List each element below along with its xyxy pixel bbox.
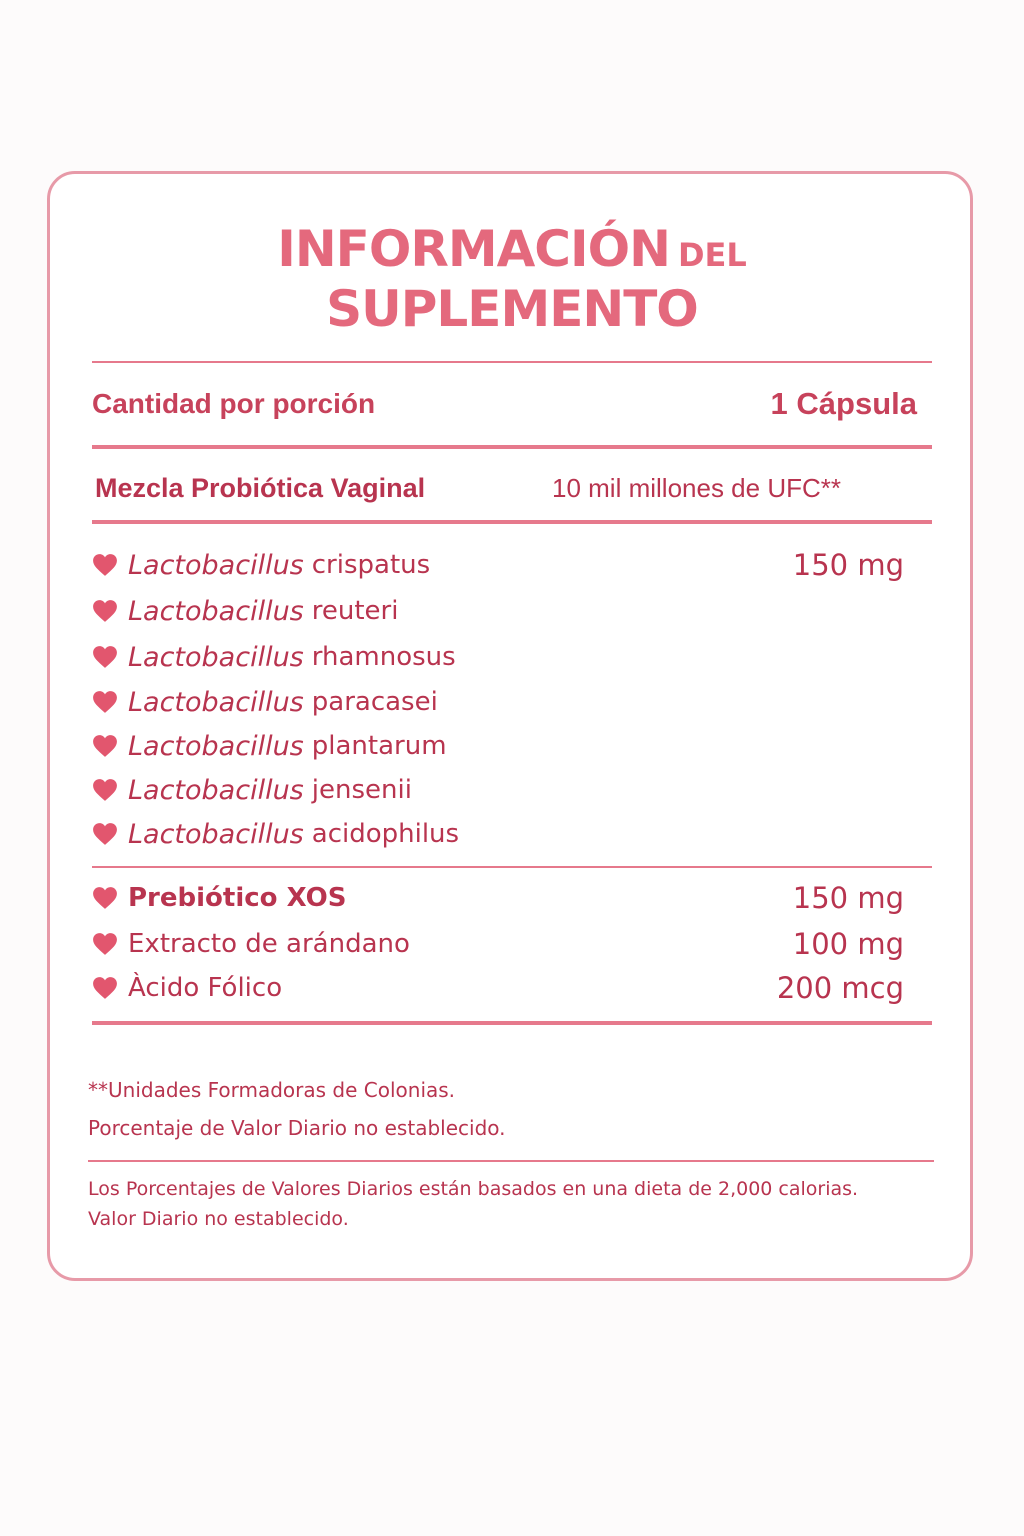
heart-icon <box>92 553 118 577</box>
divider <box>92 1021 932 1025</box>
heart-icon <box>92 976 118 1000</box>
list-item <box>92 640 904 674</box>
strain-species: rhamnosus <box>311 642 456 672</box>
strain-species: reuteri <box>311 596 399 626</box>
list-item <box>92 881 904 915</box>
list-item <box>92 685 904 719</box>
ufc-footnote: **Unidades Formadoras de Colonias. <box>88 1078 456 1102</box>
heart-icon <box>92 886 118 910</box>
diet-footnote: Los Porcentajes de Valores Diarios están basados en una dieta de 2,000 calorias. <box>88 1178 859 1200</box>
strain-genus: Lactobacillus <box>128 595 304 627</box>
strain-genus: Lactobacillus <box>128 730 304 762</box>
strain-species: plantarum <box>311 731 447 761</box>
serving-size-value: 1 Cápsula <box>770 386 917 421</box>
heart-icon <box>92 599 118 623</box>
divider <box>88 1160 934 1162</box>
list-item <box>92 971 904 1005</box>
divider <box>92 445 932 449</box>
strain-genus: Lactobacillus <box>128 549 304 581</box>
title-line-1 <box>0 220 1024 278</box>
strain-species: jensenii <box>311 775 412 805</box>
title-line-2: SUPLEMENTO <box>326 280 698 338</box>
ingredient-amount: 150 mg <box>792 881 904 915</box>
heart-icon <box>92 690 118 714</box>
list-item <box>92 773 904 807</box>
ingredient-amount: 100 mg <box>792 927 904 961</box>
strain-genus: Lactobacillus <box>128 686 304 718</box>
strain-genus: Lactobacillus <box>128 774 304 806</box>
strain-amount: 150 mg <box>792 548 904 582</box>
list-item <box>92 729 904 763</box>
blend-label: Mezcla Probiótica Vaginal <box>95 473 426 503</box>
strain-species: acidophilus <box>311 819 460 849</box>
list-item <box>92 594 904 628</box>
list-item <box>92 817 904 851</box>
ingredient-amount: 200 mcg <box>776 971 904 1005</box>
heart-icon <box>92 778 118 802</box>
heart-icon <box>92 734 118 758</box>
divider <box>92 866 932 868</box>
strain-species: paracasei <box>311 687 438 717</box>
list-item <box>92 548 904 582</box>
heart-icon <box>92 932 118 956</box>
heart-icon <box>92 645 118 669</box>
divider <box>92 520 932 524</box>
ingredient-name: Prebiótico XOS <box>128 883 347 913</box>
blend-value: 10 mil millones de UFC** <box>552 473 841 503</box>
dv-footnote: Porcentaje de Valor Diario no establecido. <box>88 1116 506 1140</box>
title-small: DEL <box>677 236 747 274</box>
divider <box>92 361 932 363</box>
ingredient-name: Extracto de arándano <box>128 929 410 959</box>
heart-icon <box>92 822 118 846</box>
title-main: INFORMACIÓN <box>277 220 670 278</box>
dv-footnote-2: Valor Diario no establecido. <box>88 1208 349 1230</box>
ingredient-name: Àcido Fólico <box>128 973 283 1003</box>
serving-size-label: Cantidad por porción <box>92 388 376 419</box>
strain-genus: Lactobacillus <box>128 641 304 673</box>
list-item <box>92 927 904 961</box>
strain-genus: Lactobacillus <box>128 818 304 850</box>
strain-species: crispatus <box>311 550 431 580</box>
